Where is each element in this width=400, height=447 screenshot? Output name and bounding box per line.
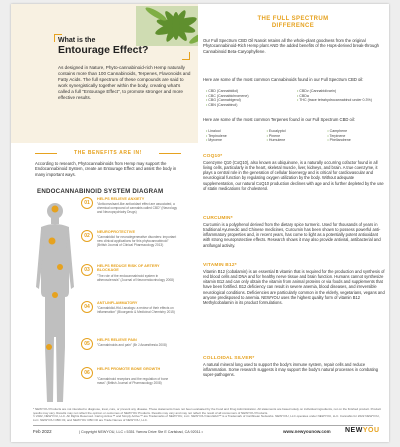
footer-address: | Copyright NEWYOU, LLC • 5351 Yarrow Drive Ste E Carlsbad, CA 92011 • (79, 429, 203, 434)
list-item: • Pinene (267, 134, 326, 139)
footer-website-link[interactable]: www.newyounow.com (283, 429, 331, 434)
hero-kicker: What is the (58, 37, 96, 44)
section-text: A natural mineral long used to support the body's immune system, repair cells and reduce inflammation. Some research suggests it may support the body's natural processes in combating super-pathogens. (203, 362, 379, 378)
benefit-number: 02 (81, 230, 93, 242)
newyou-logo (345, 427, 380, 434)
benefit-heading: HELPS RELIEVE ANXIETY (97, 197, 145, 201)
benefit-heading: HELPS PROMOTE BONE GROWTH (97, 367, 161, 371)
footer-date: Feb 2022 (33, 429, 52, 434)
full-spectrum-title-line1: THE FULL SPECTRUM (257, 16, 329, 22)
benefit-description: "Cannabidiol for neurodegenerative disorders: important new clinical applications for this phytocannabinoid" (British Journal of Clinical Pharmacology 2013) (97, 235, 177, 247)
benefit-heading: NEUROPROTECTIVE (97, 230, 135, 234)
cannabinoids-heading: Here are some of the most common Cannabinoids found in our Full Spectrum CBD oil: (203, 77, 364, 82)
coq10-section (203, 154, 386, 191)
benefit-description: "Cannabinoid receptors and the regulation of bone mass" (British Journal of Pharmacology 2008) (97, 377, 169, 385)
list-item: • CBDv (Cannabidivarin) (297, 89, 386, 94)
title-bracket-bottom (182, 52, 190, 60)
list-item: • Eucalyptol (267, 129, 326, 134)
hero-panel (11, 4, 198, 143)
benefit-description: "Cannabidiol-Hid-I analogs: a review of their effects on inflammation" (Bioorganic & Medicinal Chemistry 2015) (97, 306, 175, 314)
section-heading: COQ10* (203, 154, 223, 159)
list-item: • Terpinolene (206, 134, 265, 139)
benefit-description: "Anticonvulsant-like antioxidant effect are associated, a chemical compound of cannabis called CBD" (Neurology and Neuropsychiatry Drugs) (97, 202, 177, 214)
list-item: • CBC (Cannabichromene) (206, 94, 295, 99)
benefit-number: 01 (81, 197, 93, 209)
section-text: Curcumin is a polyphenol derived from the dietary spice turmeric. Used for thousands of years in traditional Ayurvedic and Chinese medicines, Curcumin has been shown to possess powerful anti-inflammatory properties and, in recent years, has come to light as a potentially potent antioxidant with strong neuroprotective effects. Research shows it may also provide antiviral, antibacterial and antifungal activity. (203, 222, 381, 248)
list-item: • Phellandrene (327, 138, 386, 143)
list-item: • CBDa (297, 94, 386, 99)
list-item: • THC (trace tetrahydrocannabinol under 0.3%) (297, 98, 386, 103)
legal-disclaimer: * NEWYOU Products are not intended to diagnose, treat, cure, or prevent any disease. These statements have not been evaluated by the Food and Drug Administration. All statements are based solely on individual ingredients, not on the finished product. Product results may vary. Results may not reflect the opinion or outcomes of NEWYOU Products. Results may vary and may not reflect the result of all consumers of NEWYOU Products. © 2022, NEWYOU, LLC. All Rights Reserved. Caring Active™ and Simply Active™ are Trademarks of NEWYOU, LLC. NEWYOU NanoWell™ is a Trademark of Caribbean Networks. NEWYOU, LLC operates under NEWYOU, LLC. Cannabis for 2022 NEWYOU, LLC. NEWYOU CBD Oil, and NEWYOU CBD Oil are Trade Names of NEWYOU, LLC. (33, 407, 381, 423)
vitamin-b12-section (203, 263, 386, 305)
full-spectrum-title (203, 16, 383, 30)
benefit-number: 05 (81, 338, 93, 350)
document-page (11, 4, 389, 442)
list-item: • Camphene (327, 129, 386, 134)
benefits-heading: THE BENEFITS ARE IN! (35, 150, 181, 156)
benefit-heading: HELPS REDUCE RISK OF ARTERY BLOCKAGE (97, 264, 160, 273)
list-item: • CBN (Cannabinol) (206, 103, 295, 108)
cannabinoid-list (206, 89, 386, 108)
list-item: • CBG (Cannabigerol) (206, 98, 295, 103)
benefit-description: "Cannabinoids and pain" (Br J Anaesthesia 2008) (97, 343, 167, 347)
full-spectrum-paragraph: Our Full Spectrum CBD Oil Nanoit retains all the whole-plant goodness from the original Phytocannabinoid-Rich Hemp plant AND the added benefits of the Hops-derived break-through Cannabinoid Beta-Caryophyllene. (203, 38, 379, 54)
benefits-paragraph: According to research, Phytocannabinoids from Hemp may support the Endocannabinoid System, create an Entourage Effect and assist the body in many important ways. (35, 161, 177, 177)
colloidal-silver-section (203, 356, 386, 377)
hero-paragraph: As designed in Nature, Phyto-cannabinoid-rich Hemp naturally contains more than 100 Cannabinoids, Terpenes, Flavonoids and Fatty Acids. The full spectrum of these compounds are said to work synergistically together within the body, creating what's called a full "Entourage Effect", to promote stronger and more effective results. (58, 65, 191, 100)
footer-divider (33, 425, 373, 426)
section-heading: VITAMIN B12* (203, 263, 237, 268)
section-text: Vitamin B12 (cobalamin) is an essential B vitamin that is required for the production and synthesis of red blood cells and DNA and for healthy nerve tissue and brain function. Humans cannot synthesize vitamin B12 and can only obtain the vitamin from animal proteins or via foods and supplements that have been fortified. B12 deficiency can result in severe anemia, blood diseases, and irreversible neurological conditions. Deficiencies are particularly common in the elderly, vegetarians, vegans and anyone predisposed to anemia. NEWYOU uses the highest quality form of vitamin B12 Methylcobalamin in its product formulations. (203, 269, 385, 305)
curcumin-section (203, 216, 386, 248)
benefit-number: 03 (81, 264, 93, 276)
benefit-heading: ANTI-INFLAMMATORY (97, 301, 138, 305)
benefit-number: 04 (81, 301, 93, 313)
logo-new: NEW (345, 427, 363, 434)
section-text: Coenzyme Q10 (CoQ10), also known as ubiquinone, is a naturally occurring cofactor found in all living cells, particularly in the heart, skeletal muscle, liver, kidneys, and brain. A true coenzyme, it plays a central role in the generation of cellular bioenergy and is critical for cardiovascular and neurological function by regulating oxygen utilization by the body. Without adequate supplementation, our natural CoQ10 production declines with age and is further depleted by the use of statin medications for cholesterol. (203, 160, 384, 191)
human-body-silhouette (35, 197, 75, 405)
list-item: • Humulene (267, 138, 326, 143)
terpene-list (206, 129, 386, 143)
section-heading: CURCUMIN* (203, 216, 233, 221)
hero-title: Entourage Effect? (58, 44, 149, 56)
list-item: • Terpinene (327, 134, 386, 139)
benefit-heading: HELPS RELIEVE PAIN (97, 338, 137, 342)
hero-title-block (58, 37, 148, 56)
logo-you: YOU (362, 427, 380, 434)
list-item: • Linalool (206, 129, 265, 134)
full-spectrum-title-line2: DIFFERENCE (271, 23, 315, 29)
terpenes-heading: Here are some of the most common Terpenes found in our Full Spectrum CBD oil: (203, 117, 355, 122)
section-heading: COLLOIDAL SILVER* (203, 356, 255, 361)
diagram-title: ENDOCANNABINOID SYSTEM DIAGRAM (37, 188, 164, 195)
list-item: • Myrcene (206, 138, 265, 143)
benefit-number: 06 (81, 367, 93, 379)
list-item: • CBD (Cannabidiol) (206, 89, 295, 94)
page-footer (33, 427, 380, 438)
benefit-description: "The role of the endocannabinoid system in atherosclerosis" (Journal of Neuroendocrinology 2008) (97, 274, 174, 282)
